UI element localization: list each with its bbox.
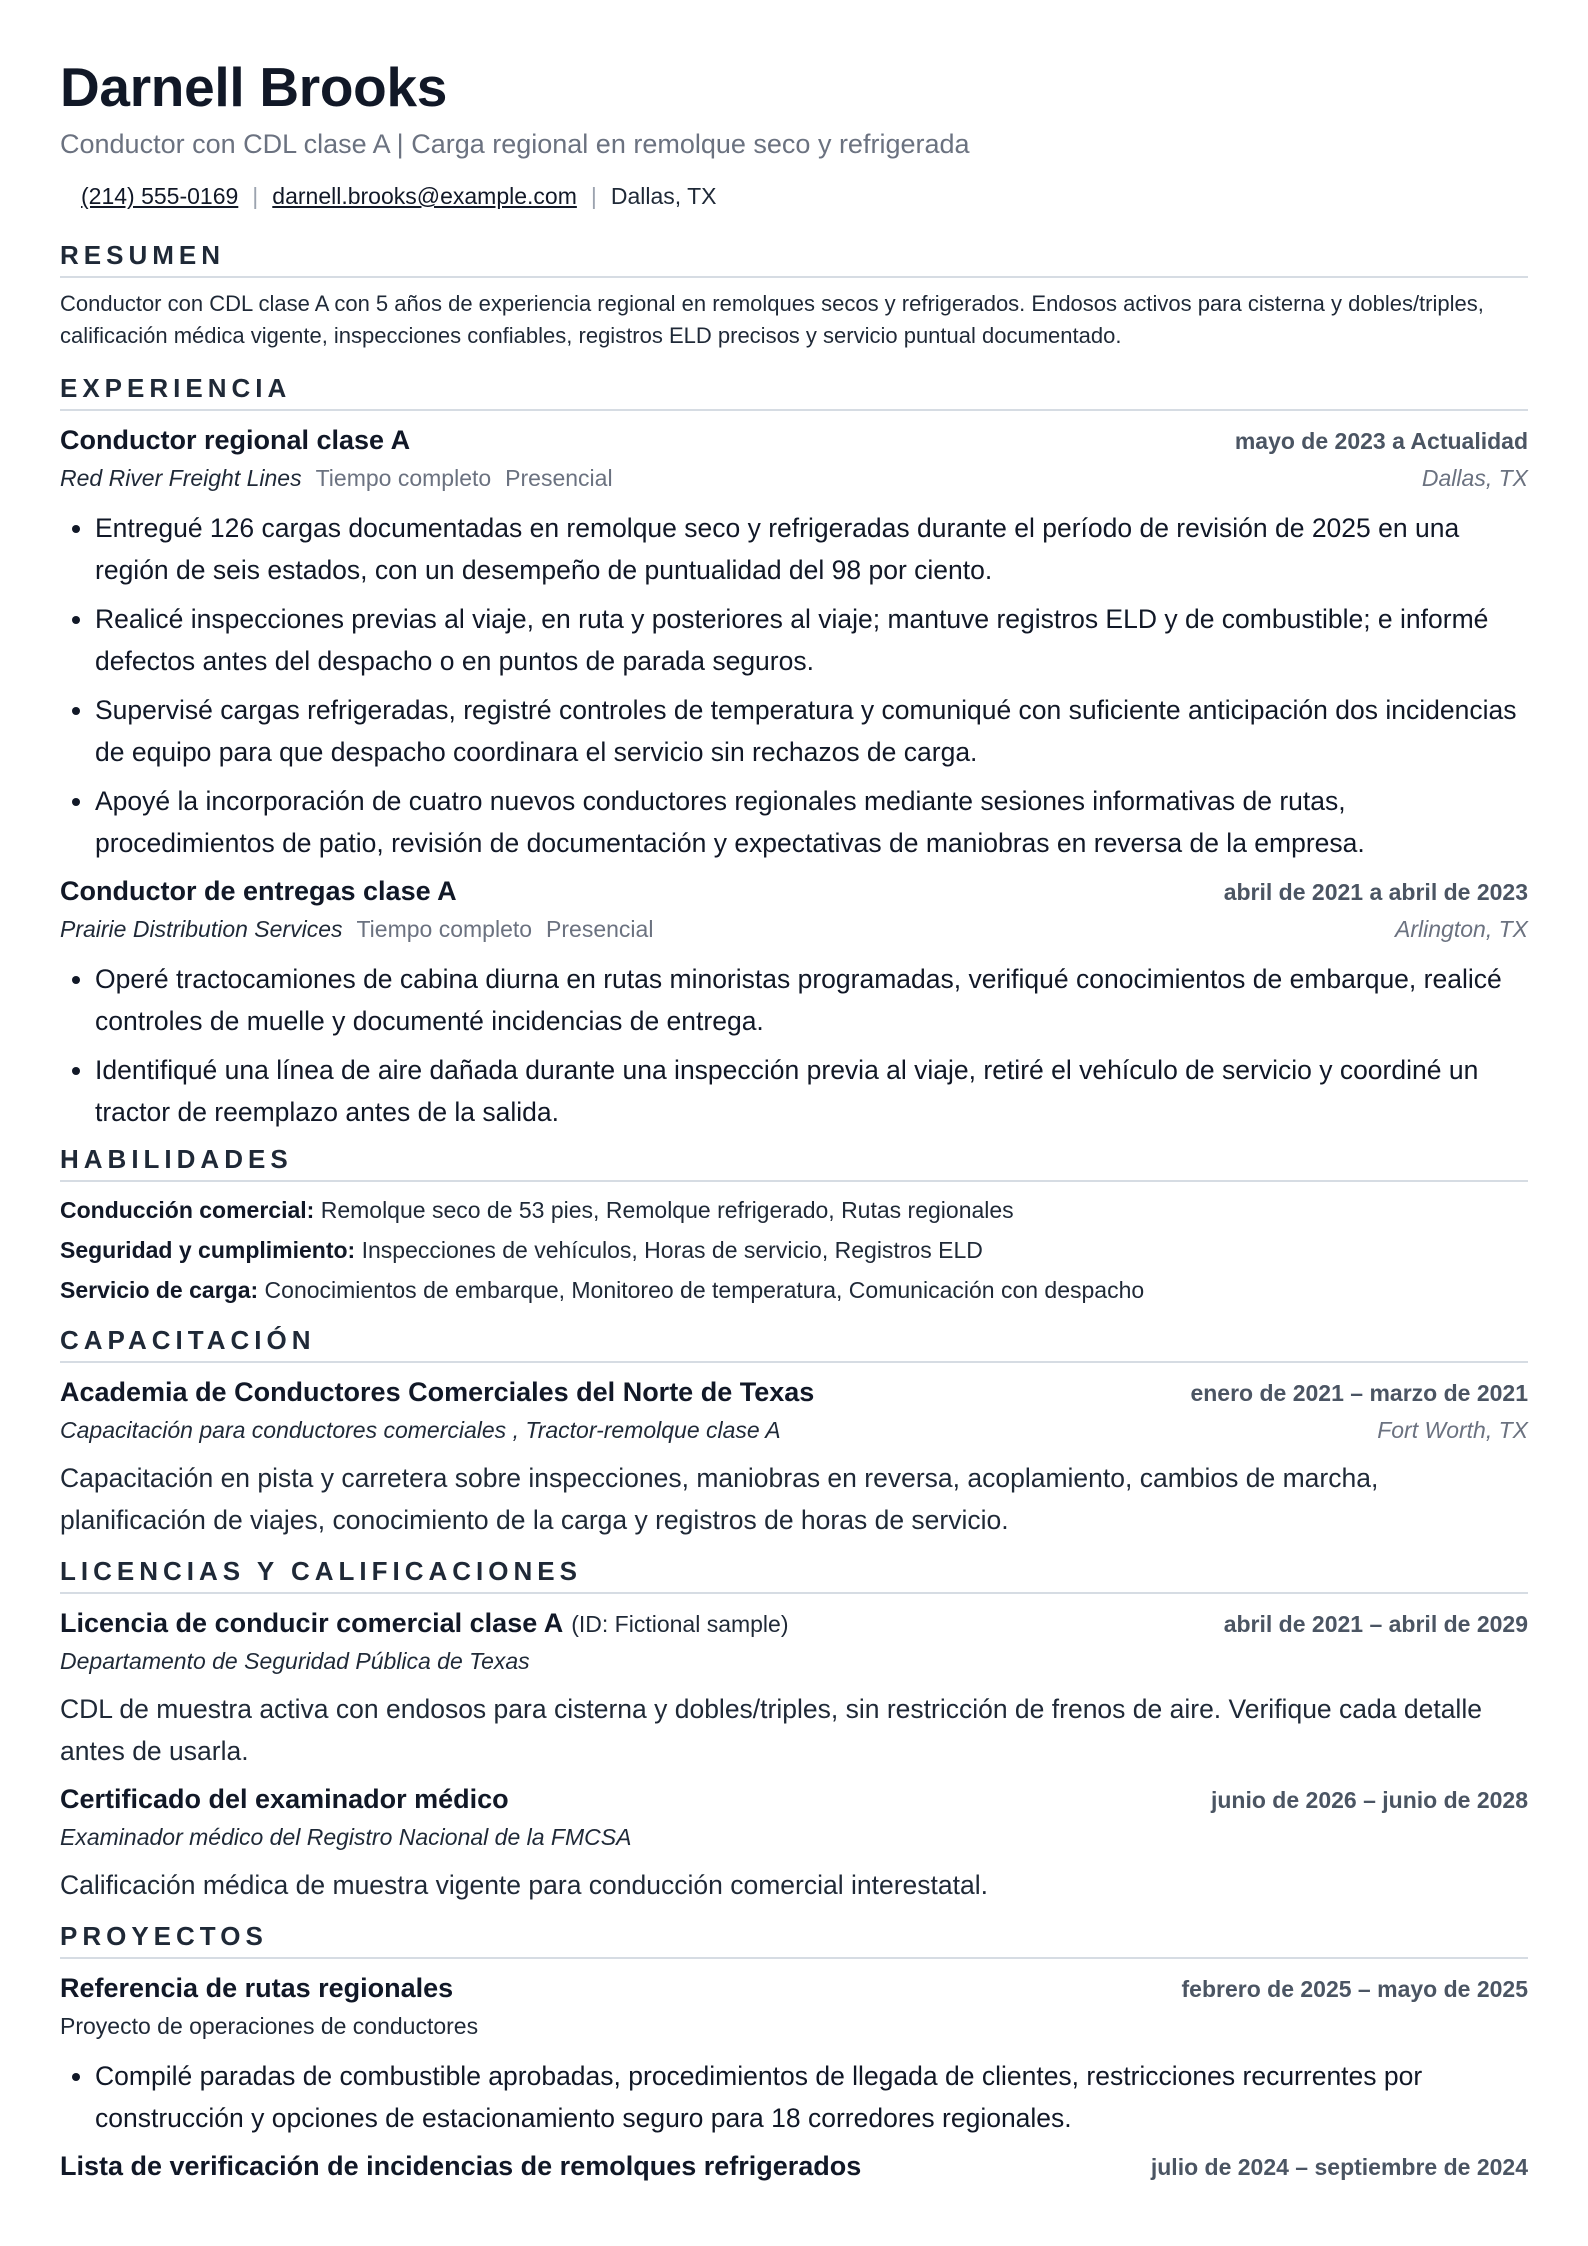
job-mode: Presencial	[546, 916, 654, 942]
contact-separator: |	[590, 183, 597, 209]
license-title: Certificado del examinador médico	[60, 1784, 509, 1814]
project-dates: febrero de 2025 – mayo de 2025	[1181, 1976, 1528, 2002]
section-title-summary: RESUMEN	[60, 239, 1528, 278]
summary-section	[60, 239, 1528, 352]
skill-value: Inspecciones de vehículos, Horas de servicio, Registros ELD	[361, 1237, 983, 1263]
candidate-name: Darnell Brooks	[60, 56, 448, 118]
section-title-licenses: LICENCIAS Y CALIFICACIONES	[60, 1555, 1528, 1594]
contact-separator: |	[252, 183, 259, 209]
job-company: Red River Freight Lines	[60, 465, 302, 491]
skill-row	[60, 1230, 1528, 1270]
list-item: • Operé tractocamiones de cabina diurna en rutas minoristas programadas, verifiqué conocimientos de embarque, realicé controles de muelle y documenté incidencias de entrega.	[95, 958, 1528, 1042]
job-mode: Presencial	[505, 465, 613, 491]
job-dates: abril de 2021 a abril de 2023	[1223, 879, 1528, 905]
section-title-projects: PROYECTOS	[60, 1920, 1528, 1959]
license-entry	[60, 1784, 1528, 1906]
job-company: Prairie Distribution Services	[60, 916, 343, 942]
project-dates: julio de 2024 – septiembre de 2024	[1150, 2154, 1528, 2180]
training-description: Capacitación en pista y carretera sobre inspecciones, maniobras en reversa, acoplamiento, cambios de marcha, planificación de viajes, conocimiento de la carga y registros de horas de servicio.	[60, 1463, 1379, 1535]
license-issuer: Departamento de Seguridad Pública de Texas	[60, 1648, 530, 1674]
license-description: Calificación médica de muestra vigente para conducción comercial interestatal.	[60, 1870, 988, 1900]
list-item: • Apoyé la incorporación de cuatro nuevos conductores regionales mediante sesiones informativas de rutas, procedimientos de patio, revisión de documentación y expectativas de maniobras en reversa de la empresa.	[95, 780, 1528, 864]
training-program: Capacitación para conductores comerciales , Tractor-remolque clase A	[60, 1417, 781, 1443]
section-title-experience: EXPERIENCIA	[60, 372, 1528, 411]
skill-row	[60, 1190, 1528, 1230]
license-issuer: Examinador médico del Registro Nacional de la FMCSA	[60, 1824, 632, 1850]
job-location: Dallas, TX	[1421, 465, 1528, 491]
contact-location: Dallas, TX	[610, 183, 717, 209]
training-school: Academia de Conductores Comerciales del Norte de Texas	[60, 1377, 815, 1407]
experience-section	[60, 372, 1528, 1133]
project-entry	[60, 1973, 1528, 2139]
skill-label: Servicio de carga:	[60, 1277, 259, 1303]
experience-entry	[60, 876, 1528, 1133]
skill-value: Conocimientos de embarque, Monitoreo de temperatura, Comunicación con despacho	[264, 1277, 1145, 1303]
phone-link[interactable]: (214) 555-0169	[81, 183, 239, 209]
training-location: Fort Worth, TX	[1377, 1417, 1528, 1443]
license-description: CDL de muestra activa con endosos para cisterna y dobles/triples, sin restricción de frenos de aire. Verifique cada detalle antes de usarla.	[60, 1694, 1482, 1766]
section-title-training: CAPACITACIÓN	[60, 1324, 1528, 1363]
project-bullets	[60, 2055, 1528, 2139]
skill-row	[60, 1270, 1528, 1310]
project-title: Referencia de rutas regionales	[60, 1973, 454, 2003]
section-title-skills: HABILIDADES	[60, 1143, 1528, 1182]
skills-list	[60, 1190, 1528, 1310]
job-type: Tiempo completo	[356, 916, 533, 942]
list-item: • Realicé inspecciones previas al viaje, en ruta y posteriores al viaje; mantuve registros ELD y de combustible; e informé defectos antes del despacho o en puntos de parada seguros.	[95, 598, 1528, 682]
candidate-headline: Conductor con CDL clase A | Carga regional en remolque seco y refrigerada	[60, 129, 970, 159]
license-dates: junio de 2026 – junio de 2028	[1210, 1787, 1528, 1813]
projects-section	[60, 1920, 1528, 2182]
training-entry	[60, 1377, 1528, 1541]
training-section	[60, 1324, 1528, 1541]
job-bullets	[60, 507, 1528, 864]
list-item: • Entregué 126 cargas documentadas en remolque seco y refrigeradas durante el período de revisión de 2025 en una región de seis estados, con un desempeño de puntualidad del 98 por ciento.	[95, 507, 1528, 591]
license-title: Licencia de conducir comercial clase A	[60, 1608, 564, 1638]
project-entry	[60, 2151, 1528, 2182]
list-item: • Supervisé cargas refrigeradas, registré controles de temperatura y comuniqué con suficiente anticipación dos incidencias de equipo para que despacho coordinara el servicio sin rechazos de carga.	[95, 689, 1528, 773]
license-id-note: (ID: Fictional sample)	[571, 1611, 789, 1637]
job-title: Conductor regional clase A	[60, 425, 411, 455]
job-bullets	[60, 958, 1528, 1133]
project-subtitle: Proyecto de operaciones de conductores	[60, 2013, 479, 2039]
summary-text: Conductor con CDL clase A con 5 años de experiencia regional en remolques secos y refrigerados. Endosos activos para cisterna y dobles/triples, calificación médica vigente, inspecciones confiables, registros ELD precisos y servicio puntual documentado.	[60, 291, 1484, 348]
job-title: Conductor de entregas clase A	[60, 876, 457, 906]
list-item: • Identifiqué una línea de aire dañada durante una inspección previa al viaje, retiré el vehículo de servicio y coordiné un tractor de reemplazo antes de la salida.	[95, 1049, 1528, 1133]
job-dates: mayo de 2023 a Actualidad	[1234, 428, 1528, 454]
skill-label: Conducción comercial:	[60, 1197, 315, 1223]
skill-value: Remolque seco de 53 pies, Remolque refrigerado, Rutas regionales	[320, 1197, 1014, 1223]
experience-entry	[60, 425, 1528, 864]
skills-section	[60, 1143, 1528, 1310]
job-type: Tiempo completo	[315, 465, 492, 491]
job-location: Arlington, TX	[1395, 916, 1528, 942]
contact-line	[60, 181, 1528, 211]
project-title: Lista de verificación de incidencias de remolques refrigerados	[60, 2151, 862, 2181]
license-dates: abril de 2021 – abril de 2029	[1223, 1611, 1528, 1637]
training-dates: enero de 2021 – marzo de 2021	[1190, 1380, 1528, 1406]
skill-label: Seguridad y cumplimiento:	[60, 1237, 356, 1263]
licenses-section	[60, 1555, 1528, 1906]
email-link[interactable]: darnell.brooks@example.com	[272, 183, 577, 209]
license-entry	[60, 1608, 1528, 1772]
list-item: • Compilé paradas de combustible aprobadas, procedimientos de llegada de clientes, restricciones recurrentes por construcción y opciones de estacionamiento seguro para 18 corredores regionales.	[95, 2055, 1528, 2139]
